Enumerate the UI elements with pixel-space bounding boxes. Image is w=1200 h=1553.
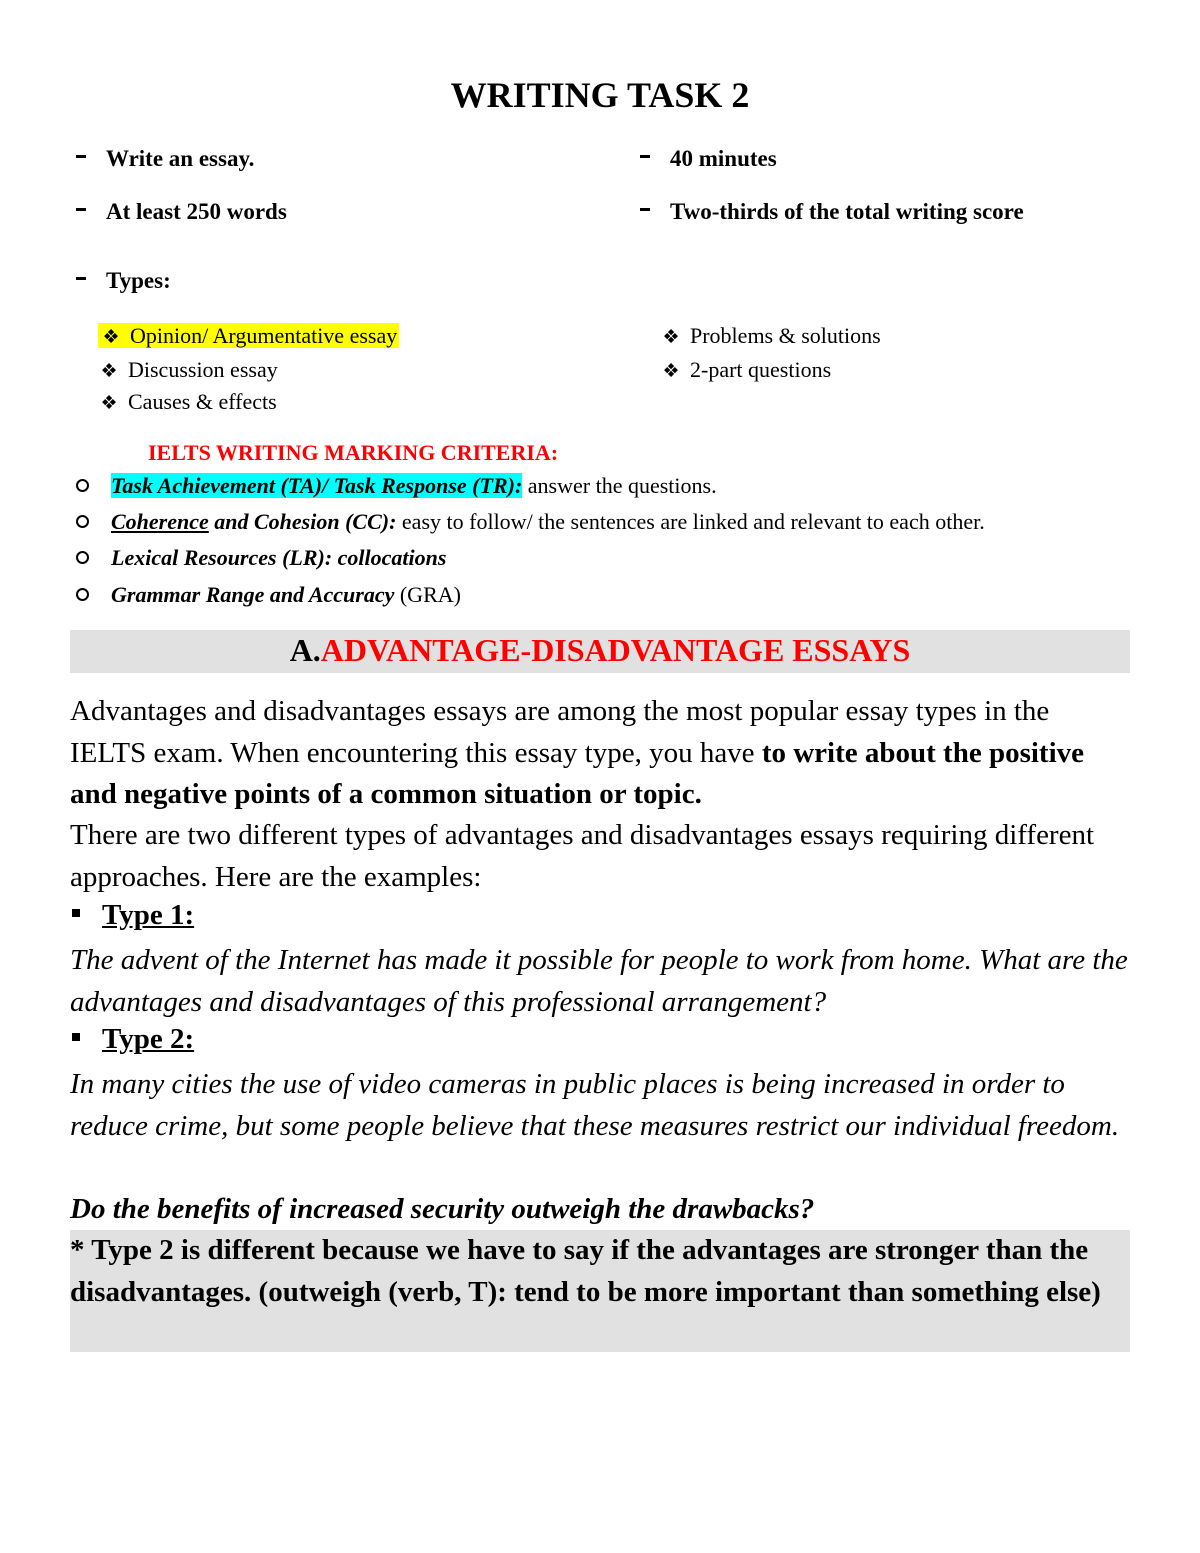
- requirement-text: Two-thirds of the total writing score: [670, 199, 1024, 224]
- criteria-item: Coherence and Cohesion (CC): easy to follow/ the sentences are linked and relevant to each other.: [76, 509, 985, 535]
- type2-question: In many cities the use of video cameras in public places is being increased in order to reduce crime, but some people believe that these measures restrict our individual freedom.: [70, 1068, 1120, 1142]
- criteria-item: Task Achievement (TA)/ Task Response (TR): answer the questions.: [76, 473, 717, 499]
- type2-prompt: Do the benefits of increased security outweigh the drawbacks?: [70, 1193, 815, 1225]
- square-bullet-icon: [72, 909, 80, 917]
- essay-type-text: 2-part questions: [690, 357, 832, 382]
- criteria-item: [76, 545, 446, 571]
- requirement-item: [76, 268, 171, 294]
- type1-label: Type 1:: [72, 899, 194, 932]
- circle-bullet-icon: [76, 515, 89, 528]
- criteria-item: Grammar Range and Accuracy (GRA): [76, 582, 461, 608]
- criteria-desc: easy to follow/ the sentences are linked and relevant to each other.: [396, 509, 985, 534]
- intro-paragraph: Advantages and disadvantages essays are among the most popular essay types in the IELTS exam. When encountering this essay type, you have to write about the positive and negative points of a common situation or topic.: [70, 695, 1084, 810]
- criteria-desc: answer the questions.: [522, 473, 717, 498]
- essay-type-text: Problems & solutions: [690, 323, 881, 348]
- page-title: WRITING TASK 2: [450, 75, 750, 115]
- criteria-label: Task Achievement (TA)/ Task Response (TR): [111, 473, 515, 498]
- dash-bullet-icon: [640, 155, 650, 158]
- section-heading: A.ADVANTAGE-DISADVANTAGE ESSAYS: [289, 632, 911, 668]
- diamond-bullet-icon: ❖: [100, 361, 118, 382]
- circle-bullet-icon: [76, 551, 89, 564]
- dash-bullet-icon: [76, 155, 86, 158]
- essay-type-text: Discussion essay: [128, 357, 278, 382]
- type2-label: Type 2:: [72, 1023, 194, 1056]
- diamond-bullet-icon: ❖: [662, 361, 680, 382]
- criteria-label: Coherence: [111, 509, 209, 534]
- requirement-text: Types:: [106, 268, 171, 293]
- requirement-item: [76, 199, 287, 225]
- requirement-text: Write an essay.: [106, 146, 255, 171]
- dash-bullet-icon: [76, 277, 86, 280]
- requirement-text: 40 minutes: [670, 146, 777, 171]
- requirement-item: [76, 146, 254, 172]
- diamond-bullet-icon: ❖: [100, 393, 118, 414]
- types-paragraph: There are two different types of advantages and disadvantages essays requiring different approaches. Here are the examples:: [70, 819, 1095, 893]
- requirement-item: [640, 146, 777, 172]
- dash-bullet-icon: [76, 208, 86, 211]
- criteria-heading: IELTS WRITING MARKING CRITERIA:: [148, 440, 559, 465]
- essay-type-text: Opinion/ Argumentative essay: [130, 323, 398, 348]
- essay-type-item: [660, 357, 831, 383]
- essay-type-item: [660, 323, 881, 349]
- dash-bullet-icon: [640, 208, 650, 211]
- criteria-label: Lexical Resources (LR): collocations: [111, 545, 447, 570]
- diamond-bullet-icon: ❖: [662, 327, 680, 348]
- circle-bullet-icon: [76, 479, 89, 492]
- requirement-item: [640, 199, 1024, 225]
- type2-note: * Type 2 is different because we have to say if the advantages are stronger than the disadvantages. (outweigh (verb, T): tend to be more important than something else): [70, 1234, 1101, 1308]
- diamond-bullet-icon: ❖: [102, 327, 120, 348]
- essay-type-item: [98, 323, 399, 349]
- criteria-label: Grammar Range and Accuracy: [111, 582, 395, 607]
- type1-question: The advent of the Internet has made it possible for people to work from home. What are the advantages and disadvantages of this professional arrangement?: [70, 944, 1128, 1018]
- circle-bullet-icon: [76, 588, 89, 601]
- essay-type-text: Causes & effects: [128, 389, 277, 414]
- square-bullet-icon: [72, 1033, 80, 1041]
- requirement-text: At least 250 words: [106, 199, 287, 224]
- essay-type-item: [98, 357, 278, 383]
- essay-type-item: [98, 389, 277, 415]
